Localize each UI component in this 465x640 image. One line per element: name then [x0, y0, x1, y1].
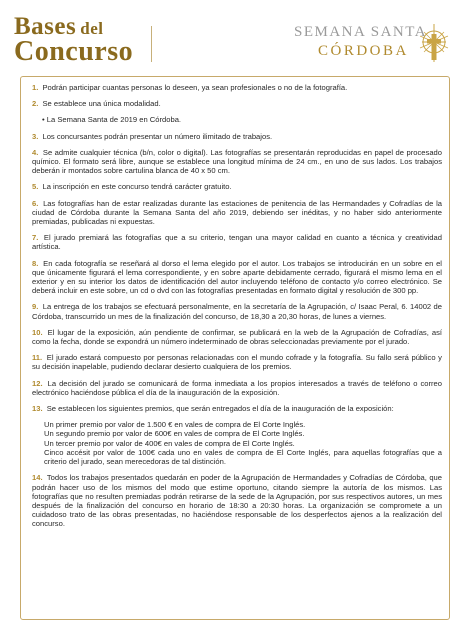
prize-item: Un tercer premio por valor de 400€ en vales de compra de El Corte Inglés.	[44, 438, 295, 448]
rule-number: 2.	[32, 99, 39, 109]
rule-text: El lugar de la exposición, aún pendiente de confirmar, se publicará en la web de la Agrupación de Cofradías, así como la fecha, donde se expondrá un número indeterminado de obras seleccionadas previamente por el jurado.	[32, 327, 442, 347]
rule-text: La inscripción en este concurso tendrá carácter gratuito.	[42, 182, 232, 192]
rule-4	[32, 148, 442, 176]
rule-2	[32, 99, 442, 108]
rule-number: 7.	[32, 233, 39, 243]
rule-number: 8.	[32, 258, 39, 268]
title-word-del: del	[80, 19, 104, 38]
rule-number: 11.	[32, 353, 43, 363]
rule-number: 4.	[32, 147, 39, 157]
rule-text: Las fotografías han de estar realizadas durante las estaciones de penitencia de las Hermandades y Cofradías de la ciudad de Córdoba durante la Semana Santa del año 2019, debiendo ser inéditas, y no haber sido anteriormente premiadas, publicadas ni expuestas.	[32, 198, 442, 227]
rule-6	[32, 199, 442, 227]
rule-text: Los concursantes podrán presentar un número ilimitado de trabajos.	[42, 131, 273, 141]
rule-number: 1.	[32, 83, 39, 92]
rule-text: Podrán participar cuantas personas lo deseen, ya sean profesionales o no de la fotografía.	[42, 83, 348, 92]
rule-number: 6.	[32, 198, 39, 208]
rule-13	[32, 404, 442, 413]
rule-number: 13.	[32, 404, 43, 414]
rule-1	[32, 83, 442, 92]
page-header	[0, 0, 465, 70]
logo-text-cordoba: CÓRDOBA	[318, 43, 409, 59]
rule-number: 9.	[32, 302, 39, 312]
rule-9	[32, 302, 442, 320]
rule-text: Todos los trabajos presentados quedarán en poder de la Agrupación de Hermandades y Cofradías de Córdoba, que podrán hacer uso de los mismos del modo que estime oportuno, citando siempre la autoría de los mismos. Las fotografías que no resulten premiadas podrán retirarse de la sede de la Agrupación, por sus respectivos autores, un mes después de la finalización del concurso en horario de 18:30 a 20:30 horas. La organización se compromete a un cuidadoso trato de las obras presentadas, no haciéndose responsable de los desperfectos ajenos a la realización del concurso.	[32, 473, 442, 529]
rule-number: 3.	[32, 131, 39, 141]
rule-number: 5.	[32, 182, 39, 192]
rule-text: El jurado premiará las fotografías que a su criterio, tengan una mayor calidad en cuanto a técnica y creatividad artística.	[32, 233, 442, 252]
header-divider	[151, 26, 152, 62]
title-word-bases: Bases	[14, 13, 77, 40]
prize-item: Un segundo premio por valor de 600€ en vales de compra de El Corte Inglés.	[44, 429, 305, 439]
rule-text: Se admite cualquier técnica (b/n, color o digital). Las fotografías se presentarán reproducidas en papel de procesado químico. El formato será libre, aunque se establece una longitud mínima de 24 cm., en uno de sus lados. Los trabajos deberán ir montados sobre cartulina blanca de 40 x 50 cm.	[32, 147, 442, 176]
rule-text: El jurado estará compuesto por personas relacionadas con el mundo cofrade y la fotografía. Su fallo será público y su decisión inapelable, pudiendo declarar desierto cualquiera de los premios.	[32, 353, 442, 372]
rule-text: La entrega de los trabajos se efectuará personalmente, en la secretaría de la Agrupación, c/ Isaac Peral, 6. 14002 de Córdoba, transcurrido un mes de la finalización del concurso, de 18,30 a 20,30 horas, de lunes a viernes.	[32, 302, 442, 321]
rule-text: Se establecen los siguientes premios, que serán entregados el día de la inauguración de la exposición:	[46, 404, 394, 414]
rule-7	[32, 233, 442, 251]
logo-text-semana-santa: SEMANA SANTA	[294, 24, 428, 40]
modality-item: • La Semana Santa de 2019 en Córdoba.	[42, 115, 182, 125]
rule-14	[32, 473, 442, 528]
rule-11	[32, 353, 442, 371]
rules-list	[32, 83, 442, 529]
cross-emblem-icon	[417, 22, 451, 64]
rule-text: En cada fotografía se reseñará al dorso el lema elegido por el autor. Los trabajos se introducirán en un sobre en el que únicamente figurará el lema correspondiente, y en sobre aparte debidamente cerrado, figurará el mismo lema en el exterior y en su interior los datos de identificación del autor incluyendo teléfono de contacto y/o correo electrónico. Se deberá incluir en este sobre, un cd o dvd con las fotografías presentadas en formato digital y resolución de 300 pp.	[32, 258, 442, 296]
rule-3	[32, 132, 442, 141]
page-title-line2: Concurso	[14, 36, 134, 67]
prize-list	[32, 420, 442, 466]
rule-number: 14.	[32, 473, 43, 483]
rule-10	[32, 328, 442, 346]
rule-8	[32, 259, 442, 296]
rule-number: 12.	[32, 378, 43, 388]
rule-12	[32, 379, 442, 397]
prize-item: Cinco accésit por valor de 100€ cada uno en vales de compra de El Corte Inglés, para aquellas fotografías que a criterio del jurado, sean merecedoras de tal distinción.	[44, 447, 442, 467]
rule-text: La decisión del jurado se comunicará de forma inmediata a los propios interesados a través de teléfono o correo electrónico haciéndose pública el día de la inauguración de la exposición.	[32, 378, 442, 397]
rule-text: Se establece una única modalidad.	[42, 99, 161, 109]
rule-5	[32, 182, 442, 191]
rule-number: 10.	[32, 327, 43, 337]
prize-item: Un primer premio por valor de 1.500 € en vales de compra de El Corte Inglés.	[44, 420, 306, 430]
